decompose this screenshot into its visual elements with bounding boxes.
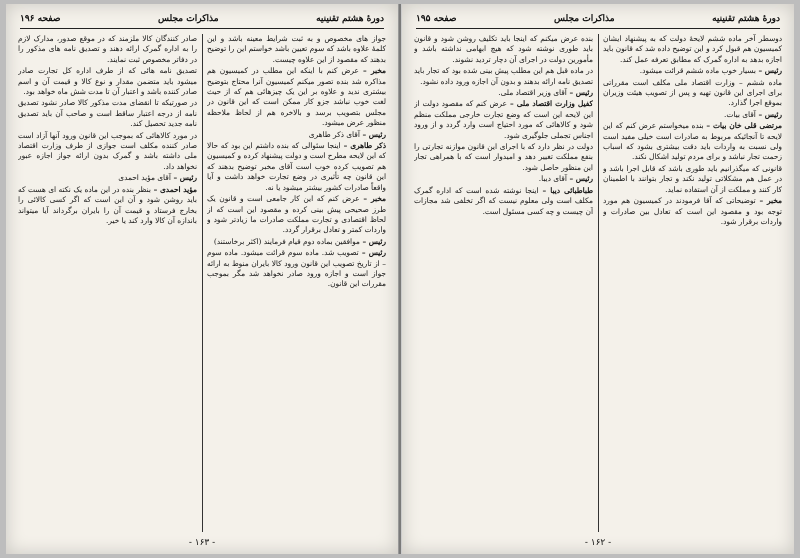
right-folio: - ۱۶۲ - xyxy=(584,538,612,548)
paragraph xyxy=(207,66,386,128)
paragraph xyxy=(414,142,593,173)
speaker-name: رئیس – xyxy=(566,88,593,98)
paragraph xyxy=(603,110,782,120)
paragraph-text: آقای ذکر طاهری xyxy=(308,129,360,139)
paragraph-text: عرض کنم که مقصود دولت از این لایحه این است که وضع تجارت خارجی مملکت منظم شود و کالاهائی که مورد احتیاج است وارد گردد و از ورود اجناس تجملی جلوگیری شود. xyxy=(414,99,593,140)
paragraph xyxy=(414,186,593,217)
paragraph-text: آقای دیبا. xyxy=(538,174,567,184)
paragraph xyxy=(414,66,593,87)
paragraph-text: تصویب شد. ماده سوم قرائت میشود. ماده سوم – از تاریخ تصویب این قانون ورود کالا بایران منوط به ارائه جواز است و اجازه ورود صادر نخواهد شد مگر بموجب مقررات این قانون. xyxy=(207,248,386,289)
right-page-label: صفحه ۱۹۵ xyxy=(416,14,457,24)
paragraph-text: آقای مؤید احمدی xyxy=(118,173,171,183)
paragraph xyxy=(18,185,197,227)
paragraph-text: بنده میخواستم عرض کنم که این لایحه تا آنجائیکه مربوط به صادرات است خیلی مفید است ولی نسبت به واردات باید دقت بیشتری بشود که اسباب زحمت تجار نباشد و برای مردم تولید اشکال نکند. xyxy=(603,121,782,162)
left-title: مذاکرات مجلس xyxy=(158,14,219,24)
speaker-name: مخبر – xyxy=(359,194,386,204)
left-header-rule xyxy=(20,28,384,29)
paragraph xyxy=(207,194,386,236)
paragraph xyxy=(18,34,197,65)
paragraph xyxy=(18,131,197,173)
speaker-name: مخبر – xyxy=(755,196,782,206)
right-page xyxy=(401,4,794,554)
paragraph-text: اینجا سئوالی که بنده داشتم این بود که حالا که این لایحه مطرح است و دولت پیشنهاد کرده و کمیسیون هم تصویب کرده خوب است آقای مخبر توضیح بدهند که این قانون چه تأثیری در وضع تجارت خواهد داشت و آیا واقعاً صادرات کشور بیشتر میشود یا نه. xyxy=(207,141,386,192)
paragraph-text: در مورد کالاهائی که بموجب این قانون ورود آنها آزاد است صادر کننده مکلف است جوازی از طرف وزارت اقتصاد ملی داشته باشد و گمرک بدون ارائه جواز اجازه عبور نخواهد داد. xyxy=(18,130,197,171)
paragraph-text: اینجا نوشته شده است که اداره گمرک مکلف است ولی معلوم نیست که اگر تخلفی شد مجازات آن چیست و چه کسی مسئول است. xyxy=(414,185,593,216)
speaker-name: رئیس – xyxy=(359,129,386,139)
right-col-right xyxy=(603,34,782,532)
left-col-left xyxy=(18,34,197,532)
paragraph-text: بنظر بنده در این ماده یک نکته ای هست که باید روشن شود و آن این است که اگر کسی کالائی را بخارج فرستاد و قیمت آن را بایران برگرداند آیا میتواند باندازه آن کالا وارد کند یا خیر. xyxy=(18,184,197,225)
paragraph xyxy=(603,164,782,195)
paragraph-text: آقای بیات. xyxy=(724,109,756,119)
paragraph-text: قانونی که میگذرانیم باید طوری باشد که قابل اجرا باشد و در عمل هم مشکلاتی تولید نکند و تجار بتوانند با اطمینان کار کنند و مملکت از آن استفاده نماید. xyxy=(603,163,782,194)
speaker-name: رئیس – xyxy=(359,236,386,246)
paragraph xyxy=(207,248,386,290)
speaker-name: مؤید احمدی – xyxy=(150,184,197,194)
paragraph xyxy=(603,121,782,163)
paragraph-text: در ماده قبل هم این مطلب پیش بینی شده بود که تجار باید تصدیق نامه ارائه بدهند و بدون آن اجازه ورود داده نشود. xyxy=(414,66,593,86)
paragraph xyxy=(207,34,386,65)
paragraph xyxy=(414,88,593,98)
speaker-name: رئیس – xyxy=(358,248,386,258)
right-title: مذاکرات مجلس xyxy=(554,14,615,24)
paragraph-text: موافقین بماده دوم قیام فرمایند (اکثر برخاستند) xyxy=(213,236,360,246)
left-folio: - ۱۶۳ - xyxy=(188,538,216,548)
paragraph xyxy=(18,66,197,97)
left-page-label: صفحه ۱۹۶ xyxy=(20,14,61,24)
paragraph xyxy=(207,141,386,193)
left-columns xyxy=(18,34,386,532)
speaker-name: رئیس – xyxy=(566,174,593,184)
speaker-name: رئیس – xyxy=(755,66,782,76)
speaker-name: مرتضی قلی خان بیات – xyxy=(703,121,782,131)
paragraph-text: صادر کنندگان کالا ملزمند که در موقع صدور، مدارک لازم را به اداره گمرک ارائه دهند و تصدیق نامه های مذکور را در دفاتر مخصوص ثبت نمایند. xyxy=(18,34,197,64)
paragraph xyxy=(603,34,782,65)
paragraph-text: بسیار خوب ماده ششم قرائت میشود. xyxy=(639,66,756,76)
paragraph xyxy=(603,78,782,109)
right-running-head xyxy=(416,12,780,26)
paragraph-text: بنده عرض میکنم که اینجا باید تکلیف روشن شود و قانون باید طوری نوشته شود که هیچ ابهامی نداشته باشد و مأمورین دولت در اجرای آن دچار تردید نشوند. xyxy=(414,34,593,64)
paragraph xyxy=(414,174,593,184)
paragraph xyxy=(18,173,197,183)
paragraph-text: آقای وزیر اقتصاد ملی. xyxy=(498,88,567,98)
left-running-head xyxy=(20,12,384,26)
paragraph-text: عرض کنم که این کار جامعی است و قانون یک طرز صحیحی پیش بینی کرده و مقصود این است که از لحاظ اقتصادی و تجارت مملکت صادرات ما زیادتر شود و واردات کمتر و تعادل برقرار گردد. xyxy=(207,194,386,235)
paragraph xyxy=(414,99,593,141)
paragraph xyxy=(603,196,782,227)
speaker-name: ذکر طاهری – xyxy=(340,141,386,151)
paragraph xyxy=(207,130,386,140)
speaker-name: مخبر – xyxy=(358,66,386,76)
paragraph-text: تصدیق نامه هائی که از طرف اداره کل تجارت صادر میشود باید متضمن مقدار و نوع کالا و قیمت آن و اسم صادر کننده باشد و اعتبار آن تا مدت شش ماه خواهد بود. xyxy=(18,66,197,97)
paragraph-text: توضیحاتی که آقا فرمودند در کمیسیون هم مورد توجه بود و مقصود این است که تعادل بین صادرات و واردات برقرار شود. xyxy=(603,196,782,226)
speaker-name: طباطبائی دیبا – xyxy=(538,185,593,195)
paragraph xyxy=(18,98,197,129)
right-col-left xyxy=(414,34,593,532)
paragraph-text: دولت در نظر دارد که با اجرای این قانون موازنه تجارتی را بنفع مملکت تغییر دهد و امیدوار است که با همراهی تجار این منظور حاصل شود. xyxy=(414,142,593,172)
speaker-name: کفیل وزارت اقتصاد ملی – xyxy=(506,99,593,109)
book-spread xyxy=(6,4,794,554)
left-issue: دورهٔ هشتم تقنینیه xyxy=(316,14,384,24)
left-col-right xyxy=(207,34,386,532)
paragraph-text: دوسطر آخر ماده ششم لایحهٔ دولت که به پیشنهاد ایشان کمیسیون هم قبول کرد و این توضیح داده شد که قانون باید اجازه بدهد به اداره گمرک که مطابق تعرفه عمل کند. xyxy=(603,34,782,64)
speaker-name: رئیس – xyxy=(170,173,197,183)
speaker-name: رئیس – xyxy=(755,109,782,119)
right-columns xyxy=(414,34,782,532)
left-page xyxy=(6,4,399,554)
right-header-rule xyxy=(416,28,780,29)
paragraph xyxy=(207,237,386,247)
paragraph xyxy=(414,34,593,65)
paragraph-text: جواز های مخصوص و به ثبت شرایط معینه باشد و این کلمهٔ علاوه باشد که سوم تعیین باشد خواستم این را توضیح بدهند که مقصود از این علاوه چیست. xyxy=(207,34,386,64)
paragraph-text: ماده ششم – وزارت اقتصاد ملی مکلف است مقرراتی برای اجرای این قانون تهیه و پس از تصویب هیئت وزیران بموقع اجرا گذارد. xyxy=(603,77,782,108)
paragraph xyxy=(603,66,782,76)
right-issue: دورهٔ هشتم تقنینیه xyxy=(712,14,780,24)
paragraph-text: عرض کنم با اینکه این مطلب در کمیسیون هم مذاکره شد بنده تصور میکنم کمیسیون آنرا محتاج بتوضیح بیشتری ندید و علاوه بر این یک چیزهائی هم که از حیث لغت خوب نباشد جزو کار ممکن است که این قانون در مجلس بتصویب برسد و بالاخره هم از لحاظ ملاحظه منظور عرض میشود. xyxy=(207,66,386,128)
paragraph-text: در صورتیکه تا انقضای مدت مذکور کالا صادر نشود تصدیق نامه از درجه اعتبار ساقط است و صاحب آن باید تصدیق نامه جدید تحصیل کند. xyxy=(18,98,197,129)
